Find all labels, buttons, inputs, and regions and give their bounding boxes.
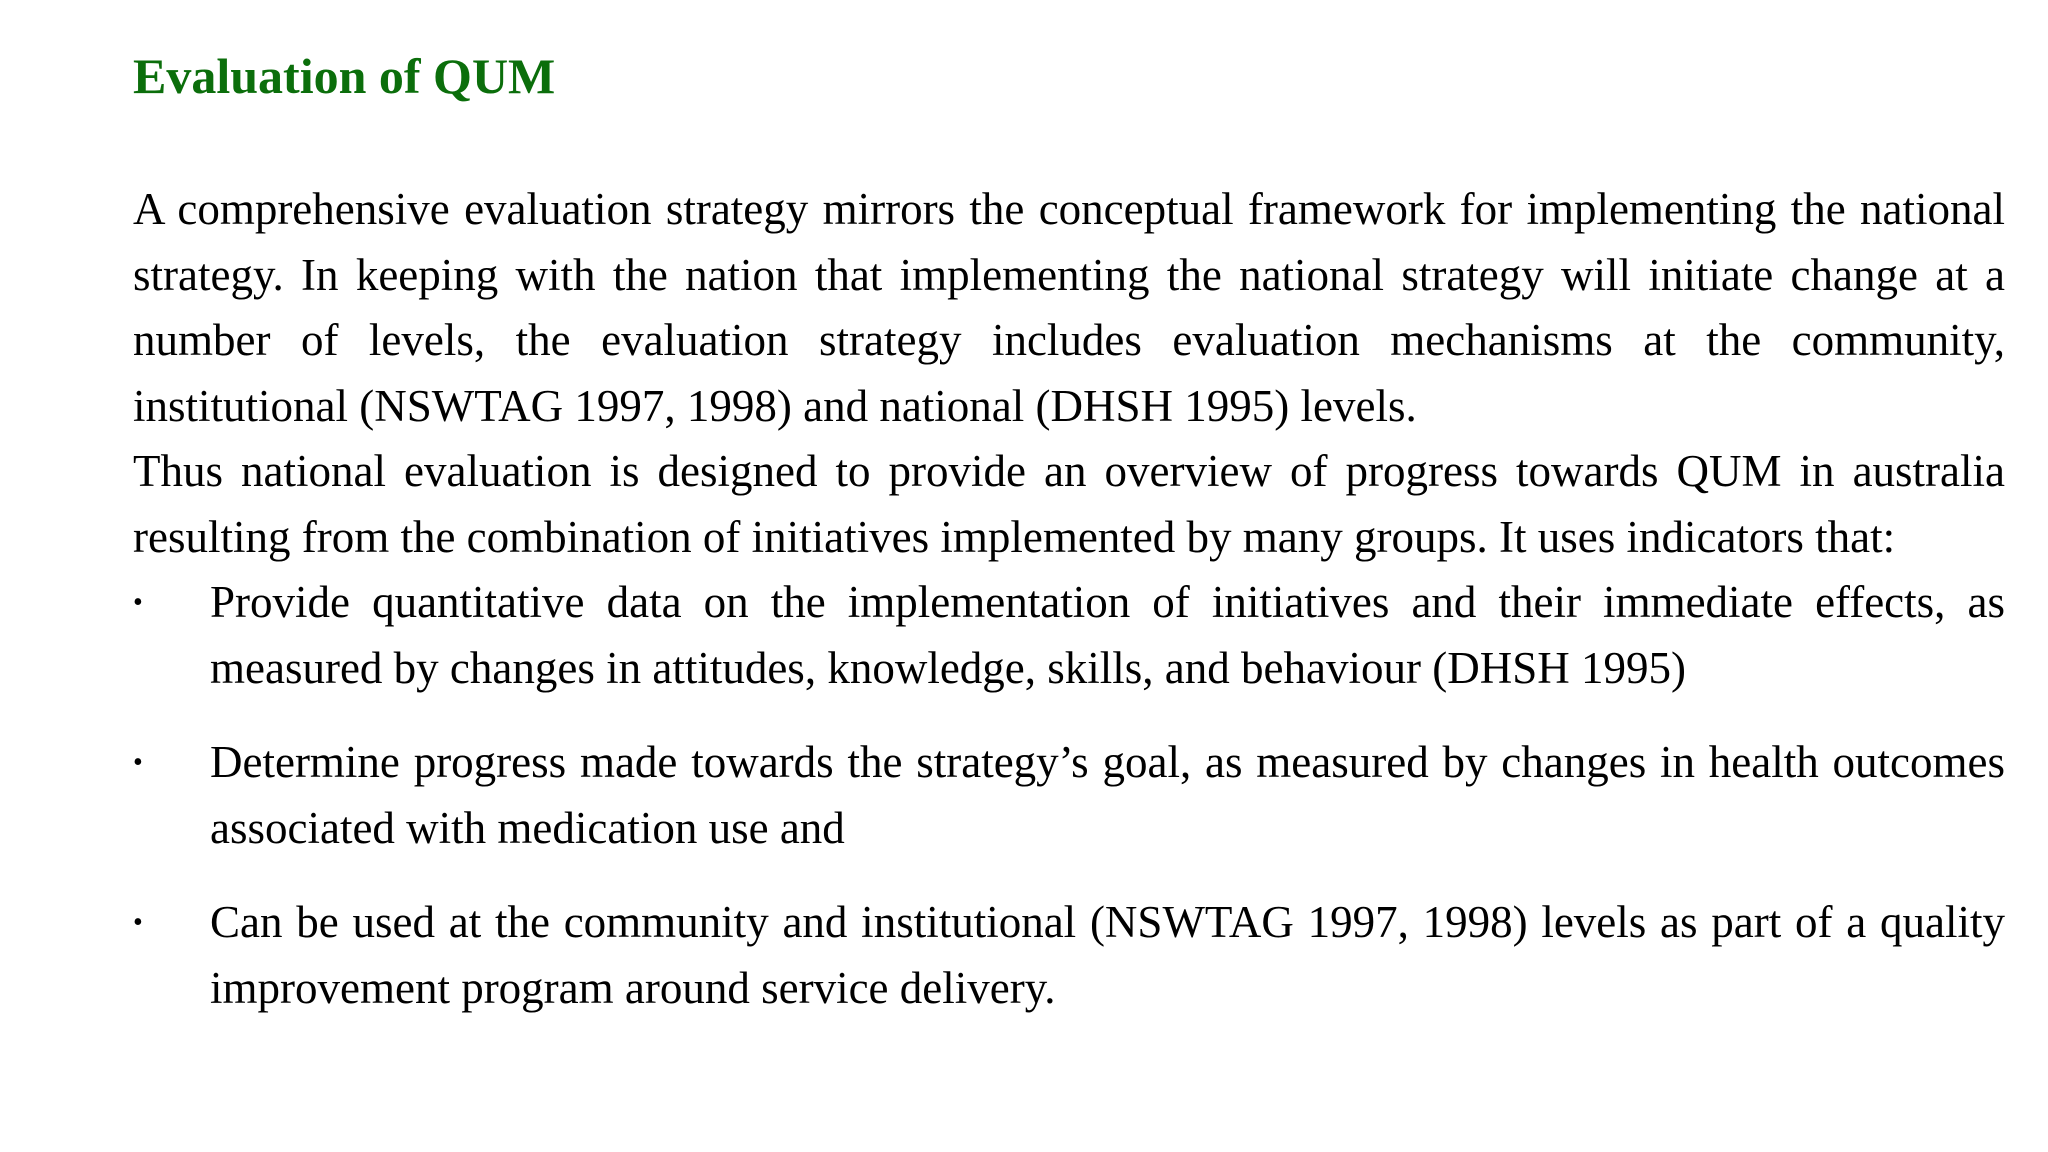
list-item-text: Provide quantitative data on the implementation of initiatives and their immediate effects, as measured by changes in attitudes, knowledge, skills, and behaviour (DHSH 1995)	[210, 577, 2005, 693]
slide-body	[133, 177, 2005, 1021]
list-item	[133, 890, 2005, 1021]
list-item	[133, 730, 2005, 861]
list-item-text: Determine progress made towards the strategy’s goal, as measured by changes in health outcomes associated with medication use and	[210, 737, 2005, 853]
bullet-icon: •	[133, 907, 143, 938]
list-item	[133, 570, 2005, 701]
paragraph-evaluation-strategy: A comprehensive evaluation strategy mirrors the conceptual framework for implementing the national strategy. In keeping with the nation that implementing the national strategy will initiate change at a number of levels, the evaluation strategy includes evaluation mechanisms at the community, institutional (NSWTAG 1997, 1998) and national (DHSH 1995) levels.	[133, 184, 2005, 431]
indicator-list	[133, 570, 2005, 1021]
list-item-text: Can be used at the community and institutional (NSWTAG 1997, 1998) levels as part of a quality improvement program around service delivery.	[210, 897, 2005, 1013]
paragraph-national-evaluation: Thus national evaluation is designed to provide an overview of progress towards QUM in australia resulting from the combination of initiatives implemented by many groups. It uses indicators that:	[133, 446, 2005, 562]
bullet-icon: •	[133, 747, 143, 778]
slide-title: Evaluation of QUM	[133, 48, 556, 104]
bullet-icon: •	[133, 587, 143, 618]
